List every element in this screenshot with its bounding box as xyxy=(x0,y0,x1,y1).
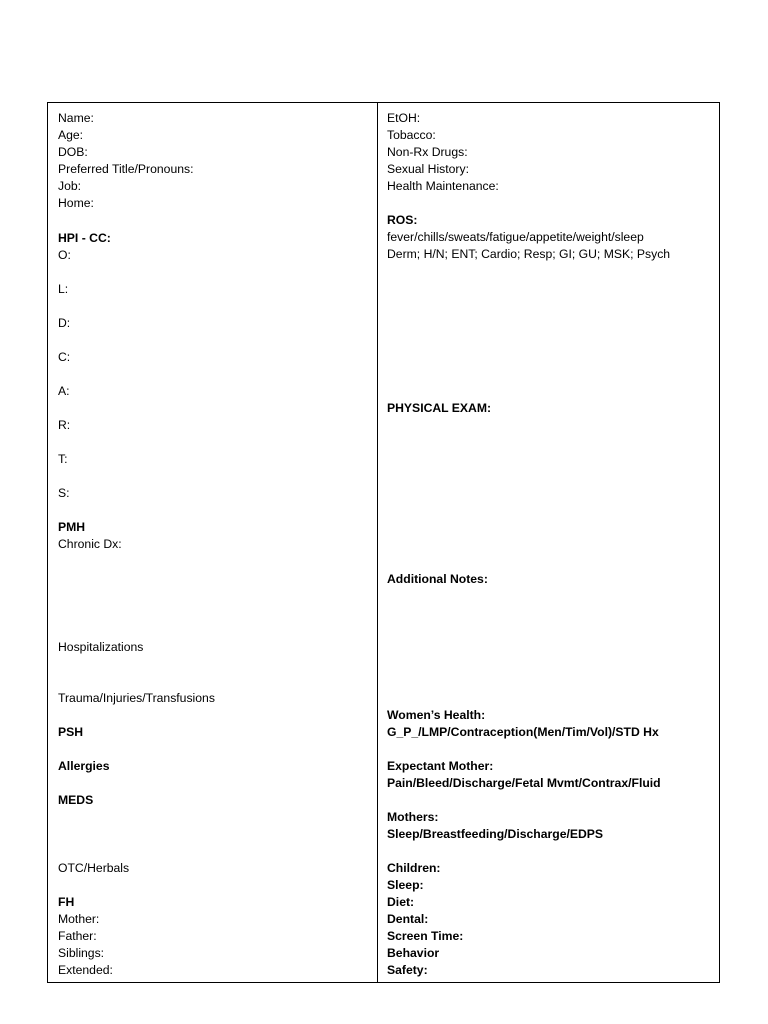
tobacco-label: Tobacco: xyxy=(387,128,436,142)
children-safety-label: Safety: xyxy=(387,963,428,977)
ros-general-line: fever/chills/sweats/fatigue/appetite/weight/sleep xyxy=(387,230,644,244)
children-behavior-label: Behavior xyxy=(387,946,440,960)
allergies-heading: Allergies xyxy=(58,759,110,773)
ros-heading: ROS: xyxy=(387,213,418,227)
name-label: Name: xyxy=(58,111,94,125)
location-label: L: xyxy=(58,282,69,296)
fh-heading: FH xyxy=(58,895,75,909)
hospitalizations-label: Hospitalizations xyxy=(58,640,144,654)
mother-label: Mother: xyxy=(58,912,100,926)
siblings-label: Siblings: xyxy=(58,946,105,960)
preferred-title-label: Preferred Title/Pronouns: xyxy=(58,162,194,176)
otc-herbals-label: OTC/Herbals xyxy=(58,861,130,875)
children-sleep-label: Sleep: xyxy=(387,878,424,892)
aggravating-label: A: xyxy=(58,384,70,398)
mothers-detail: Sleep/Breastfeeding/Discharge/EDPS xyxy=(387,827,604,841)
children-heading: Children: xyxy=(387,861,441,875)
age-label: Age: xyxy=(58,128,84,142)
job-label: Job: xyxy=(58,179,82,193)
column-divider xyxy=(377,103,378,982)
hpi-cc-heading: HPI - CC: xyxy=(58,231,111,245)
additional-notes-heading: Additional Notes: xyxy=(387,572,488,586)
timing-label: T: xyxy=(58,452,68,466)
duration-label: D: xyxy=(58,316,71,330)
dob-label: DOB: xyxy=(58,145,88,159)
womens-health-detail: G_P_/LMP/Contraception(Men/Tim/Vol)/STD Hx xyxy=(387,725,659,739)
health-maintenance-label: Health Maintenance: xyxy=(387,179,499,193)
severity-label: S: xyxy=(58,486,70,500)
meds-heading: MEDS xyxy=(58,793,94,807)
physical-exam-heading: PHYSICAL EXAM: xyxy=(387,401,492,415)
etoh-label: EtOH: xyxy=(387,111,421,125)
chronic-dx-label: Chronic Dx: xyxy=(58,537,122,551)
character-label: C: xyxy=(58,350,71,364)
children-dental-label: Dental: xyxy=(387,912,429,926)
non-rx-drugs-label: Non-Rx Drugs: xyxy=(387,145,468,159)
children-screen-time-label: Screen Time: xyxy=(387,929,464,943)
pmh-heading: PMH xyxy=(58,520,86,534)
extended-label: Extended: xyxy=(58,963,113,977)
sexual-history-label: Sexual History: xyxy=(387,162,469,176)
psh-heading: PSH xyxy=(58,725,84,739)
trauma-label: Trauma/Injuries/Transfusions xyxy=(58,691,215,705)
history-form-table xyxy=(47,102,720,983)
radiation-label: R: xyxy=(58,418,71,432)
children-diet-label: Diet: xyxy=(387,895,415,909)
home-label: Home: xyxy=(58,196,94,210)
father-label: Father: xyxy=(58,929,97,943)
ros-systems-line: Derm; H/N; ENT; Cardio; Resp; GI; GU; MSK; Psych xyxy=(387,247,671,261)
onset-label: O: xyxy=(58,248,71,262)
expectant-mother-heading: Expectant Mother: xyxy=(387,759,494,773)
mothers-heading: Mothers: xyxy=(387,810,439,824)
expectant-mother-detail: Pain/Bleed/Discharge/Fetal Mvmt/Contrax/Fluid xyxy=(387,776,661,790)
womens-health-heading: Women’s Health: xyxy=(387,708,486,722)
